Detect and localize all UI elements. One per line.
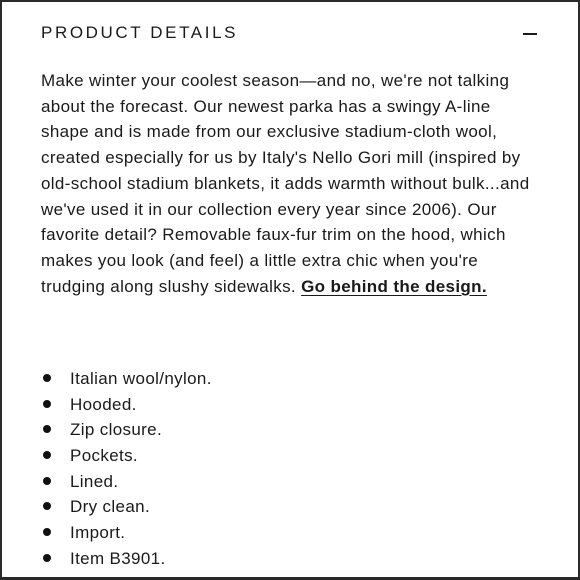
feature-list <box>41 366 212 572</box>
bullet-icon <box>43 502 51 510</box>
list-item <box>41 546 212 572</box>
bullet-icon <box>43 400 51 408</box>
feature-label: Import. <box>70 523 126 543</box>
product-details-header[interactable] <box>41 19 539 47</box>
behind-the-design-link[interactable]: Go behind the design. <box>301 276 487 296</box>
feature-label: Dry clean. <box>70 497 151 517</box>
list-item <box>41 392 212 418</box>
list-item <box>41 366 212 392</box>
bullet-icon <box>43 425 51 433</box>
section-title: PRODUCT DETAILS <box>41 23 239 42</box>
bullet-icon <box>43 374 51 382</box>
bullet-icon <box>43 477 51 485</box>
feature-label: Italian wool/nylon. <box>70 369 212 388</box>
feature-label: Zip closure. <box>70 420 163 440</box>
minus-icon[interactable] <box>523 33 537 35</box>
bullet-icon <box>43 554 51 562</box>
description-text: Make winter your coolest season—and no, we're not talking about the forecast. Our newest parka has a swingy A-line shape and is made from our exclusive stadium-cloth wool, created especially for us by Italy's Nello Gori mill (inspired by old-school stadium blankets, it adds warmth without bulk...and we've used it in our collection every year since 2006). Our favorite detail? Removable faux-fur trim on the hood, which makes you look (and feel) a little extra chic when you're trudging along slushy sidewalks. <box>41 71 530 296</box>
feature-label: Hooded. <box>70 394 137 414</box>
feature-label: Pockets. <box>70 446 138 466</box>
bullet-icon <box>43 528 51 536</box>
list-item <box>41 520 212 546</box>
bullet-icon <box>43 451 51 459</box>
list-item <box>41 494 212 520</box>
feature-label: Lined. <box>70 471 119 491</box>
feature-label: Item B3901. <box>70 548 166 568</box>
list-item <box>41 469 212 495</box>
list-item <box>41 417 212 443</box>
list-item <box>41 443 212 469</box>
product-description <box>41 68 539 299</box>
